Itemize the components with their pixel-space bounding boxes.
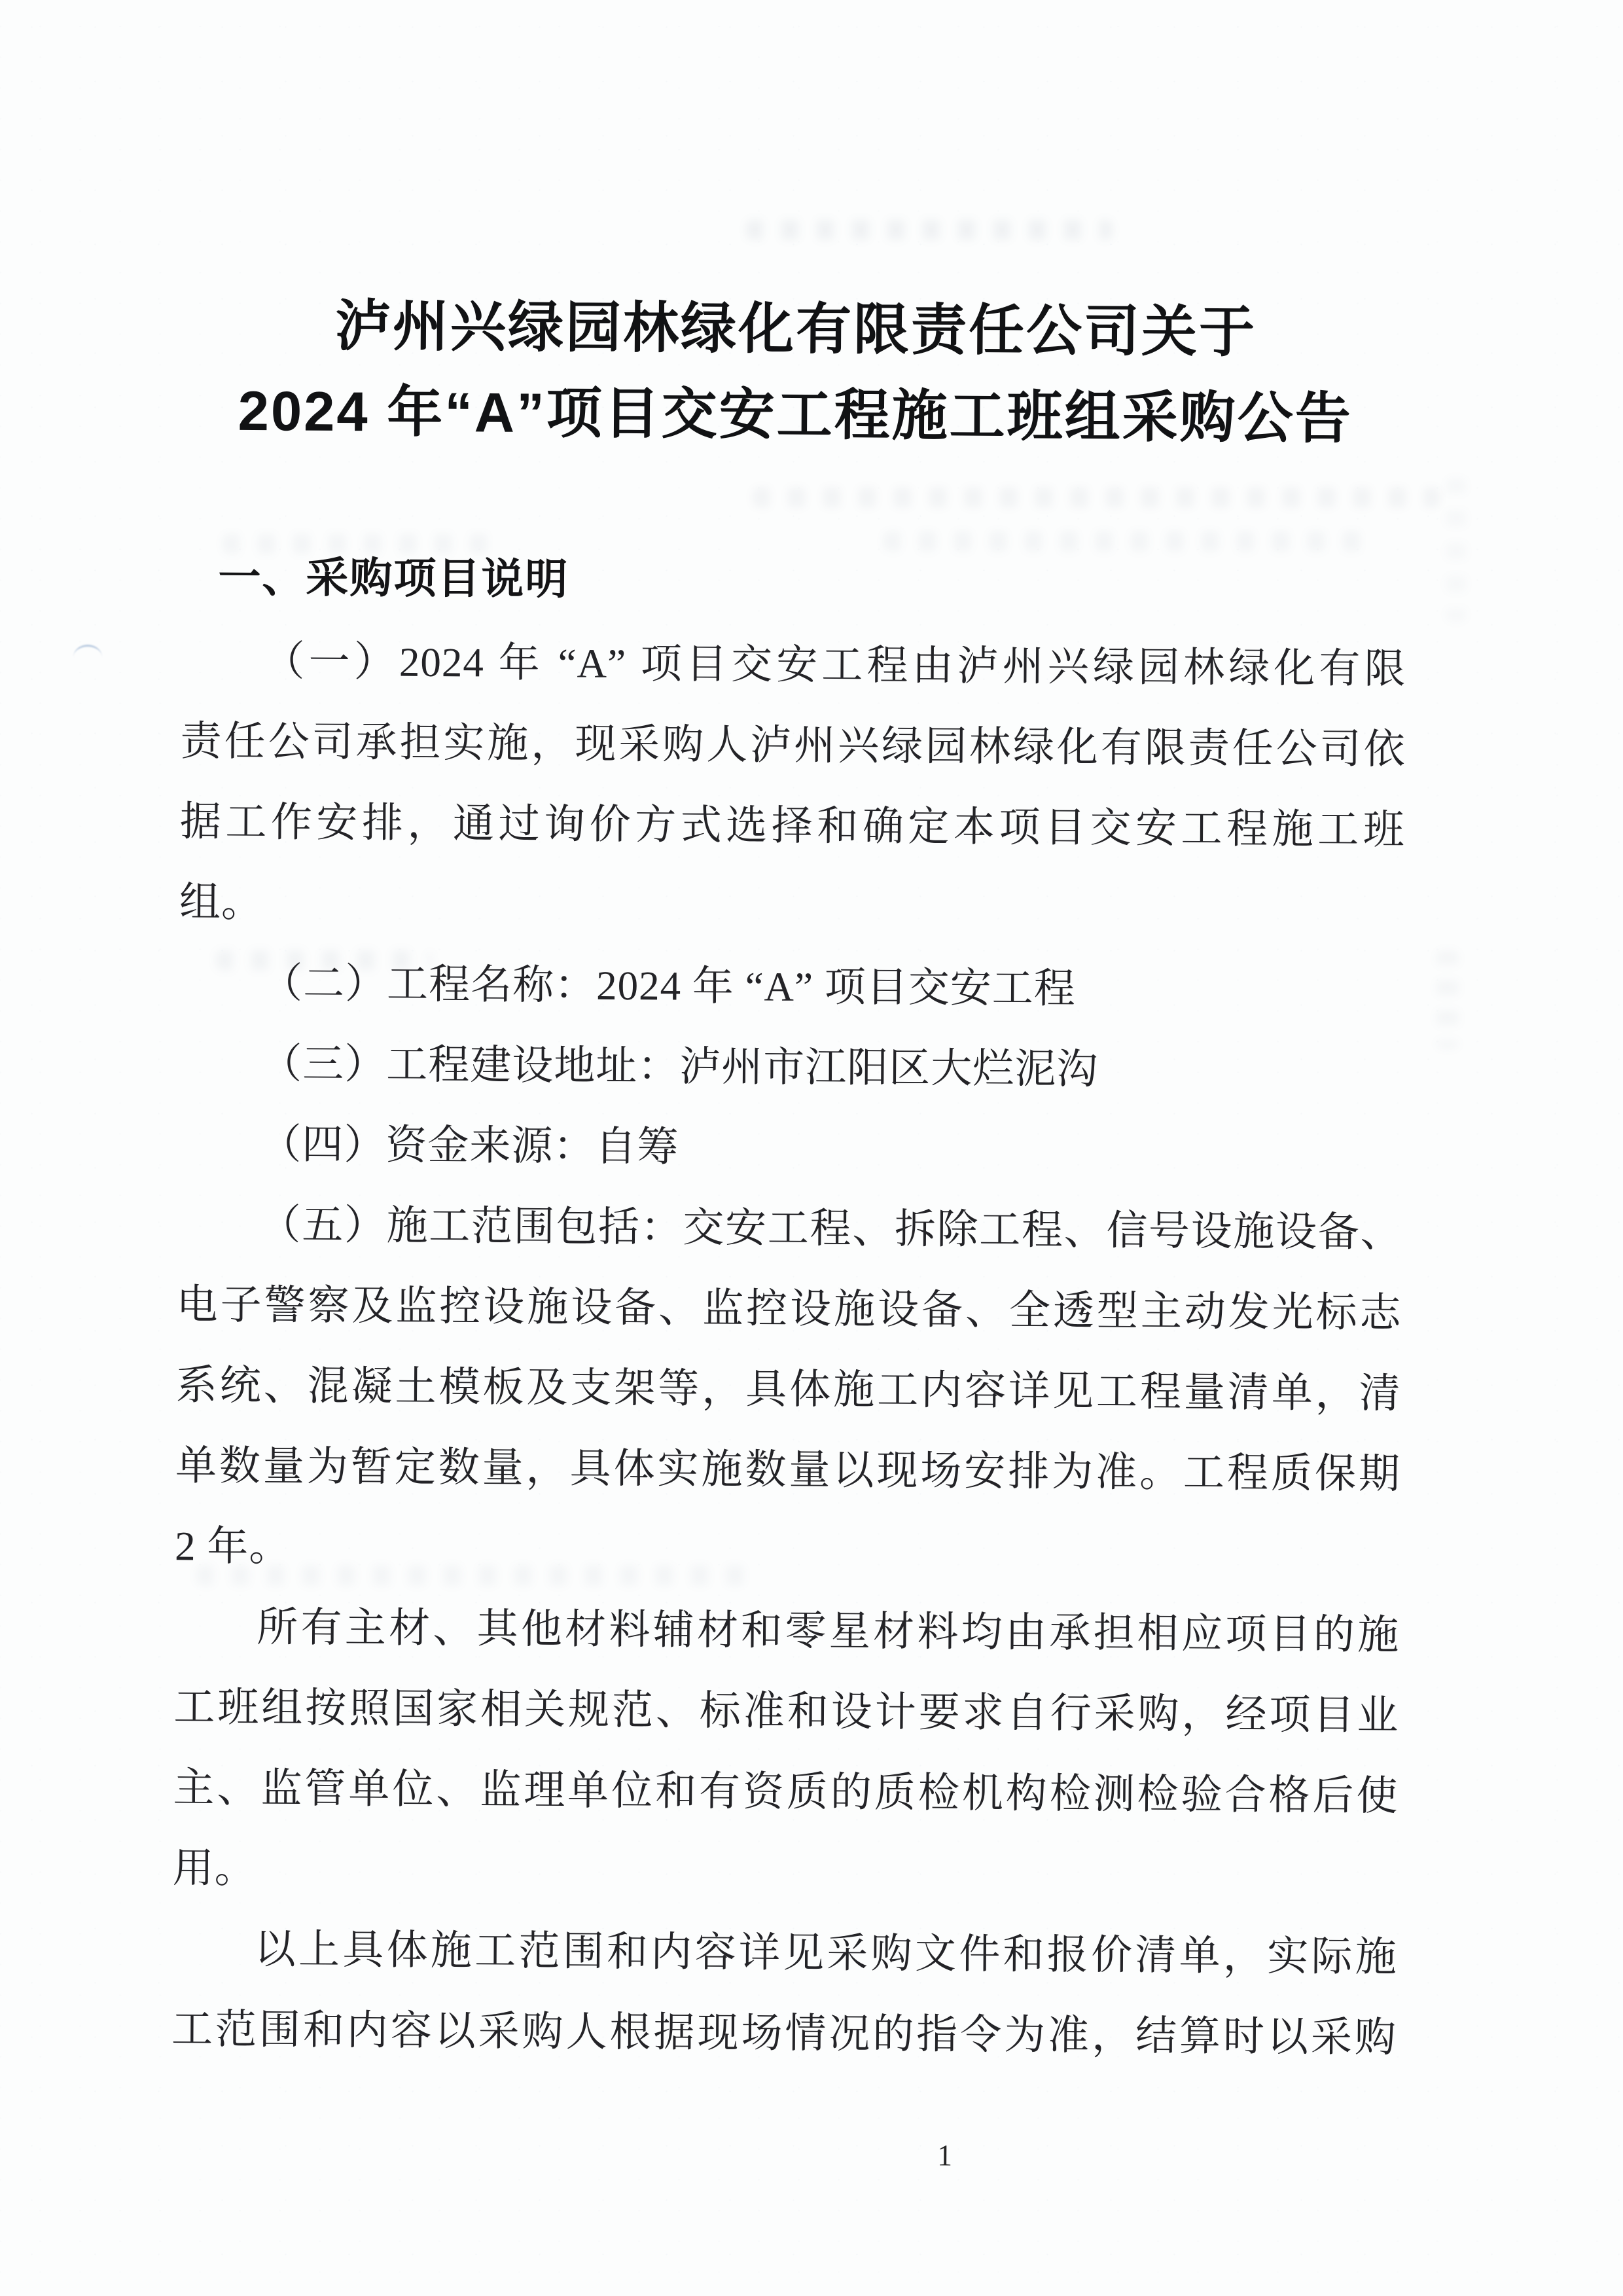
body-line: （三）工程建设地址：泸州市江阳区大烂泥沟 — [260, 1041, 1099, 1093]
body-line: 责任公司承担实施，现采购人泸州兴绿园林绿化有限责任公司依 — [180, 718, 1406, 773]
body-line: （二）工程名称：2024 年 “A” 项目交安工程 — [260, 960, 1077, 1012]
body-line: 单数量为暂定数量，具体实施数量以现场安排为准。工程质保期 — [175, 1443, 1401, 1498]
body-line: 以上具体施工范围和内容详见采购文件和报价清单，实际施 — [254, 1926, 1398, 1981]
document-title-line-2: 2024 年“A”项目交安工程施工班组采购公告 — [238, 380, 1353, 450]
body-line: 主、监管单位、监理单位和有资质的质检机构检测检验合格后使 — [173, 1765, 1399, 1820]
document-title — [183, 282, 1409, 462]
body-text — [171, 620, 1406, 2078]
body-line: 用。 — [172, 1845, 257, 1892]
body-line: 工班组按照国家相关规范、标准和设计要求自行采购，经项目业 — [173, 1684, 1399, 1739]
body-line: 电子警察及监控设施设备、监控设施设备、全透型主动发光标志 — [176, 1282, 1402, 1336]
body-line: 2 年。 — [174, 1523, 291, 1570]
body-line: 组。 — [179, 879, 264, 926]
section-heading: 一、采购项目说明 — [218, 552, 569, 603]
document-title-line-1: 泸州兴绿园林绿化有限责任公司关于 — [334, 295, 1257, 364]
page-number: 1 — [936, 2138, 953, 2172]
body-line: 工范围和内容以采购人根据现场情况的指令为准，结算时以采购 — [171, 2006, 1397, 2061]
body-line: 系统、混凝土模板及支架等，具体施工内容详见工程量清单，清 — [175, 1362, 1402, 1417]
body-line: 据工作安排，通过询价方式选择和确定本项目交安工程施工班 — [179, 798, 1406, 853]
body-line: （四）资金来源：自筹 — [260, 1121, 679, 1170]
page-content — [169, 0, 1410, 2296]
body-line: 所有主材、其他材料辅材和零星材料均由承担相应项目的施 — [257, 1604, 1400, 1659]
body-line: （一）2024 年 “A” 项目交安工程由泸州兴绿园林绿化有限 — [263, 638, 1406, 692]
body-line: （五）施工范围包括：交安工程、拆除工程、信号设施设备、 — [259, 1202, 1402, 1256]
